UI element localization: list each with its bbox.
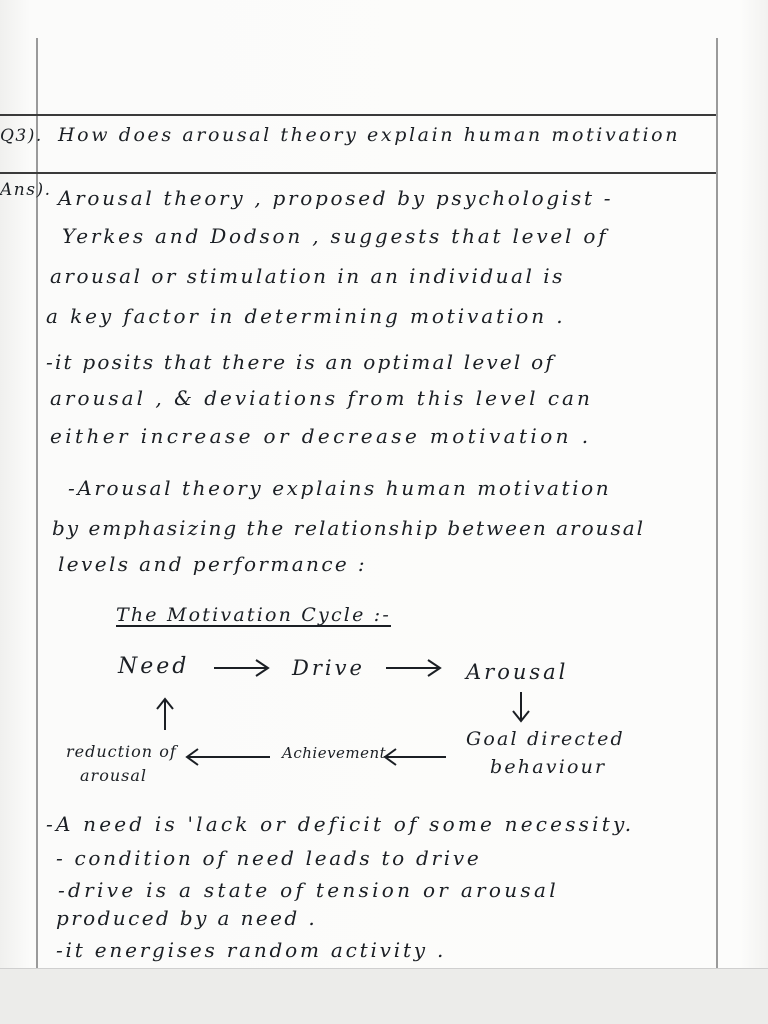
note-line-5: -it energises random activity .: [56, 938, 447, 962]
cycle-node-goal-line1: Goal directed: [466, 728, 625, 750]
answer-line-3: arousal or stimulation in an individual is: [50, 264, 565, 288]
cycle-node-reduction-line2: arousal: [80, 766, 147, 785]
cycle-node-goal-line2: behaviour: [490, 756, 607, 778]
answer-line-9: by emphasizing the relationship between arousal: [52, 516, 646, 540]
answer-line-8: -Arousal theory explains human motivation: [68, 476, 612, 500]
question-bottom-rule: [0, 172, 716, 174]
question-top-rule: [0, 114, 716, 116]
arrow-reduction-to-need: [152, 696, 178, 732]
answer-line-1: Arousal theory , proposed by psychologist -: [58, 186, 614, 210]
note-line-2: - condition of need leads to drive: [56, 846, 482, 870]
note-line-3: -drive is a state of tension or arousal: [58, 878, 559, 902]
arrow-arousal-to-goal: [508, 690, 534, 724]
right-margin-line: [716, 38, 718, 978]
cycle-node-arousal: Arousal: [466, 660, 569, 684]
answer-line-7: either increase or decrease motivation .: [50, 424, 592, 448]
note-line-4: produced by a need .: [56, 906, 318, 930]
cycle-node-drive: Drive: [292, 656, 365, 680]
left-margin-line: [36, 38, 38, 978]
answer-label: Ans).: [0, 180, 52, 200]
question-number: Q3).: [0, 126, 43, 146]
answer-line-2: Yerkes and Dodson , suggests that level of: [62, 224, 609, 248]
arrow-drive-to-arousal: [384, 656, 444, 680]
cycle-title: The Motivation Cycle :-: [116, 604, 391, 626]
arrow-achievement-to-reduction: [184, 746, 272, 768]
question-text: How does arousal theory explain human motivation: [58, 124, 681, 146]
answer-line-6: arousal , & deviations from this level can: [50, 386, 593, 410]
cycle-node-achievement: Achievement: [282, 744, 387, 762]
page-bottom-edge: [0, 968, 768, 1024]
cycle-node-reduction-line1: reduction of: [66, 742, 177, 761]
answer-line-4: a key factor in determining motivation .: [46, 304, 566, 328]
arrow-need-to-drive: [212, 656, 272, 680]
answer-line-10: levels and performance :: [58, 552, 368, 576]
note-line-1: -A need is 'lack or deficit of some necessity.: [46, 812, 635, 836]
arrow-goal-to-achievement: [382, 746, 448, 768]
answer-line-5: -it posits that there is an optimal level of: [46, 350, 555, 374]
cycle-node-need: Need: [118, 654, 190, 679]
